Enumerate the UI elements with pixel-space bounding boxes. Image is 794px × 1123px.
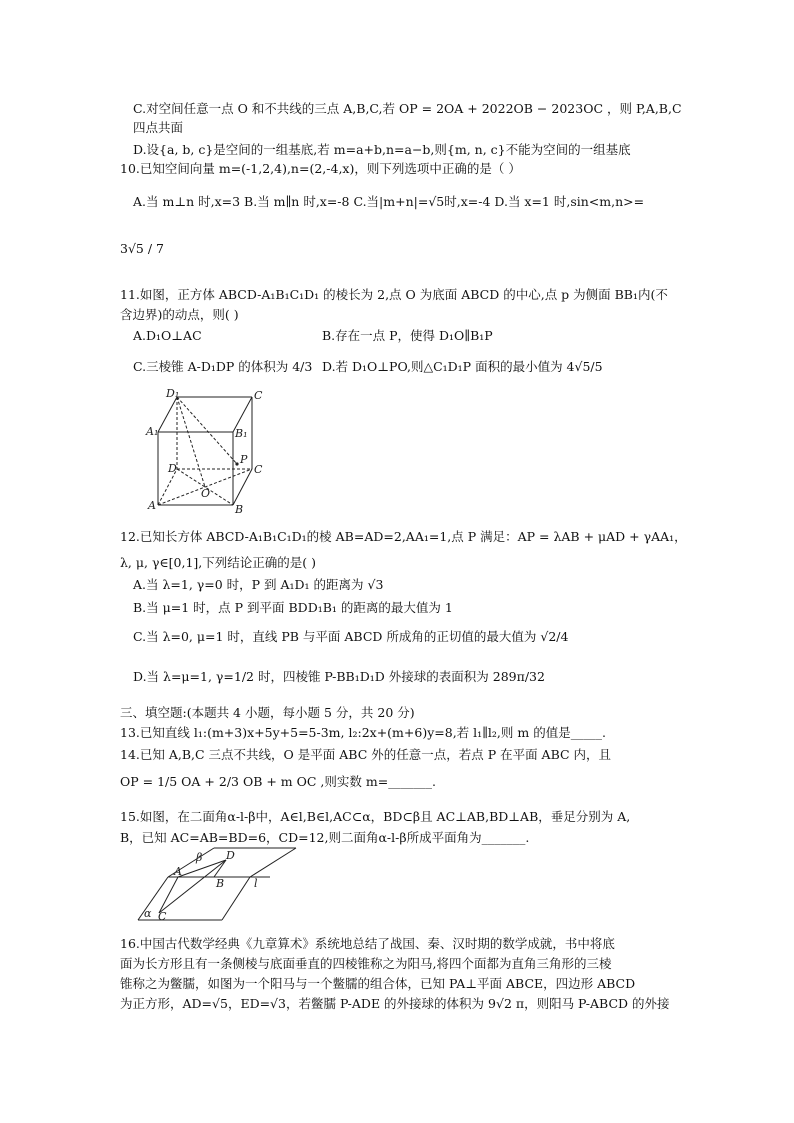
q9-option-c: C.对空间任意一点 O 和不共线的三点 A,B,C,若 OP = 2OA + 2022OB − 2023OC ，则 P,A,B,C — [133, 101, 682, 116]
label-a: A — [148, 499, 156, 512]
q9-option-d: D.设{a, b, c}是空间的一组基底,若 m=a+b,n=a−b,则{m, n, c}不能为空间的一组基底 — [133, 142, 631, 157]
q15-stem: 15.如图，在二面角α-l-β中，A∈l,B∈l,AC⊂α，BD⊂β且 AC⊥AB,BD⊥AB，垂足分别为 A, — [120, 809, 631, 824]
label-alpha: α — [144, 907, 152, 920]
q14-formula: OP = 1/5 OA + 2/3 OB + m OC ,则实数 m=_______. — [120, 774, 436, 789]
section-fill-in-title: 三、填空题:(本题共 4 小题，每小题 5 分，共 20 分) — [120, 705, 415, 720]
q12-stem-cont: λ, μ, γ∈[0,1],下列结论正确的是( ) — [120, 555, 316, 570]
label-b1: B₁ — [235, 427, 248, 440]
label-c: C — [254, 463, 263, 476]
q11-stem: 11.如图，正方体 ABCD-A₁B₁C₁D₁ 的棱长为 2,点 O 为底面 ABCD 的中心,点 p 为侧面 BB₁内(不 — [120, 287, 668, 302]
q16-stem-1: 16.中国古代数学经典《九章算术》系统地总结了战国、秦、汉时期的数学成就，书中将底 — [120, 936, 615, 951]
label-d: D — [168, 462, 177, 475]
q12-option-b: B.当 μ=1 时，点 P 到平面 BDD₁B₁ 的距离的最大值为 1 — [133, 600, 453, 615]
point-p-dot — [235, 462, 238, 465]
label-p: P — [240, 453, 248, 466]
q11-option-a: A.D₁O⊥AC — [133, 328, 202, 343]
label-c: C — [158, 910, 167, 923]
cube-figure — [140, 385, 270, 518]
label-a: A — [174, 865, 182, 878]
q14-stem: 14.已知 A,B,C 三点不共线，O 是平面 ABC 外的任意一点，若点 P 在平面 ABC 内，且 — [120, 747, 612, 762]
label-l: l — [254, 877, 258, 890]
label-o: O — [201, 487, 211, 500]
q10-options: A.当 m⊥n 时,x=3 B.当 m∥n 时,x=-8 C.当|m+n|=√5时,x=-4 D.当 x=1 时,sin<m,n>= — [133, 194, 645, 209]
q16-stem-3: 锥称之为鳖臑，如图为一个阳马与一个鳖臑的组合体，已知 PA⊥平面 ABCE，四边形 ABCD — [120, 976, 636, 991]
q12-stem: 12.已知长方体 ABCD-A₁B₁C₁D₁的棱 AB=AD=2,AA₁=1,点 P 满足：AP = λAB + μAD + γAA₁， — [120, 529, 687, 544]
q13: 13.已知直线 l₁:(m+3)x+5y+5=5-3m, l₂:2x+(m+6)y=8,若 l₁∥l₂,则 m 的值是_____. — [120, 725, 606, 740]
label-beta: β — [196, 851, 203, 864]
q12-option-d: D.当 λ=μ=1, γ=1/2 时，四棱锥 P-BB₁D₁D 外接球的表面积为 289π/32 — [133, 669, 545, 684]
label-c1: C — [254, 389, 263, 402]
q16-stem-4: 为正方形，AD=√5，ED=√3，若鳖臑 P-ADE 的外接球的体积为 9√2 π，则阳马 P-ABCD 的外接 — [120, 996, 670, 1011]
dihedral-figure — [130, 847, 310, 930]
label-d1: D₁ — [166, 387, 180, 400]
q10-stem: 10.已知空间向量 m=(-1,2,4),n=(2,-4,x)，则下列选项中正确的是（ ） — [120, 161, 521, 176]
q11-option-c: C.三棱锥 A-D₁DP 的体积为 4/3 — [133, 359, 313, 374]
q12-option-c: C.当 λ=0, μ=1 时，直线 PB 与平面 ABCD 所成角的正切值的最大值为 √2/4 — [133, 629, 569, 644]
q16-stem-2: 面为长方形且有一条侧棱与底面垂直的四棱锥称之为阳马,将四个面都为直角三角形的三棱 — [120, 956, 612, 971]
label-d: D — [226, 849, 235, 862]
label-b: B — [216, 877, 225, 890]
label-a1: A₁ — [146, 425, 159, 438]
q11-stem-cont: 含边界)的动点，则( ) — [120, 307, 239, 322]
q11-option-b: B.存在一点 P，使得 D₁O∥B₁P — [322, 328, 493, 343]
q10-option-d-value: 3√5 / 7 — [120, 241, 164, 256]
q12-option-a: A.当 λ=1, γ=0 时，P 到 A₁D₁ 的距离为 √3 — [133, 577, 384, 592]
label-b: B — [235, 503, 244, 515]
q11-option-d: D.若 D₁O⊥PO,则△C₁D₁P 面积的最小值为 4√5/5 — [322, 359, 603, 374]
q9-option-c-cont: 四点共面 — [133, 120, 184, 135]
q15-stem-cont: B，已知 AC=AB=BD=6，CD=12,则二面角α-l-β所成平面角为_______. — [120, 830, 530, 845]
